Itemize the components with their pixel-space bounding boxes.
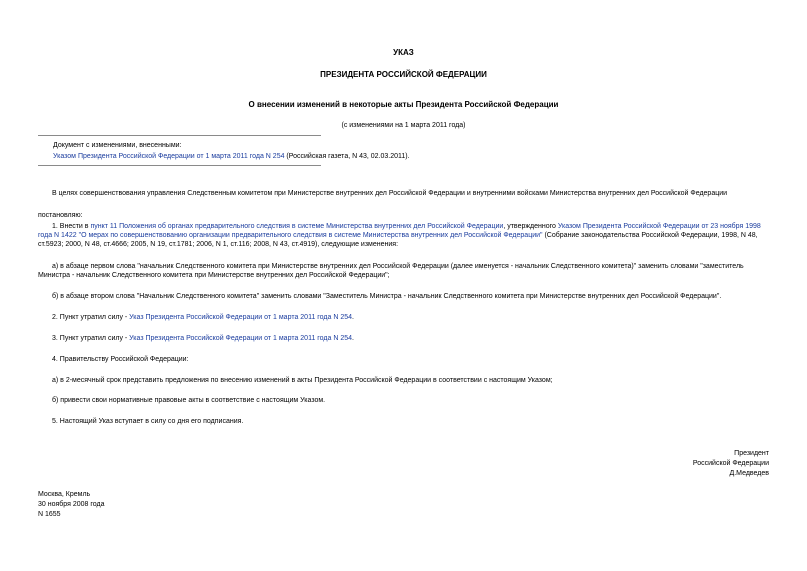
issuer-heading: ПРЕЗИДЕНТА РОССИЙСКОЙ ФЕДЕРАЦИИ — [320, 70, 487, 79]
paragraph-5: 5. Настоящий Указ вступает в силу со дня его подписания. — [52, 418, 244, 425]
paragraph-3-text: 3. Пункт утратил силу - — [52, 335, 130, 342]
paragraph-1 — [38, 222, 768, 249]
decree-word: постановляю: — [38, 212, 83, 219]
paragraph-3-link[interactable]: Указ Президента Российской Федерации от 1 марта 2011 года N 254 — [129, 335, 353, 342]
signing-place: Москва, Кремль — [38, 491, 91, 498]
subparagraph-b: б) в абзаце втором слова "Начальник Следственного комитета" заменить словами "Заместитель Министра - начальник Следственного комитета при Министерстве внутренних дел Российской Федерации". — [52, 293, 722, 300]
amending-decree-link[interactable]: Указом Президента Российской Федерации от 1 марта 2011 года N 254 — [53, 153, 285, 160]
preamble-paragraph: В целях совершенствования управления Следственным комитетом при Министерстве внутренних дел Российской Федерации и внутренними войсками Министерства внутренних дел Российской Федерации — [52, 190, 728, 197]
paragraph-1-text-a: 1. Внести в — [52, 223, 91, 230]
document-title: О внесении изменений в некоторые акты Президента Российской Федерации — [248, 100, 559, 109]
top-rule — [38, 135, 321, 136]
subparagraph-a: а) в абзаце первом слова "начальник Следственного комитета при Министерстве внутренних дел Российской Федерации (далее именуется - начальник Следственного комитета)" заменить словами "заместитель Министра - начальник Следственного комитета при Министерстве внутренних дел Российской Федерации"; — [38, 263, 744, 279]
amendment-note: (с изменениями на 1 марта 2011 года) — [341, 122, 466, 129]
paragraph-2-end: . — [352, 314, 354, 321]
signature-country: Российской Федерации — [692, 460, 769, 467]
paragraph-1-text-c: (Собрание законодательства Российской Федерации, 1998, N 48, ст.5923; 2000, N 48, ст.4666; 2005, N 19, ст.1781; 2006, N 1, ст.116; 2008, N 43, ст.4919), следующие изменения: — [38, 232, 758, 248]
regulation-item-11-link[interactable]: пункт 11 Положения об органах предварительного следствия в системе Министерства внутренних дел Российской Федерации — [90, 223, 504, 230]
paragraph-3 — [38, 334, 768, 343]
decree-1422-link[interactable]: Указом Президента Российской Федерации от 23 ноября 1998 года N 1422 "О мерах по совершенствованию организации предварительного следствия в системе Министерства внутренних дел Российской Федерации" — [38, 223, 761, 239]
signature-title: Президент — [734, 450, 769, 457]
paragraph-2 — [38, 313, 768, 322]
paragraph-3-end: . — [352, 335, 354, 342]
paragraph-4-b: б) привести свои нормативные правовые акты в соответствие с настоящим Указом. — [52, 397, 326, 404]
signing-date: 30 ноября 2008 года — [38, 501, 105, 508]
amending-decree-publication: (Российская газета, N 43, 02.03.2011). — [284, 153, 410, 160]
paragraph-2-text: 2. Пункт утратил силу - — [52, 314, 130, 321]
paragraph-1-text-b: , утвержденного — [503, 223, 558, 230]
paragraph-2-link[interactable]: Указ Президента Российской Федерации от 1 марта 2011 года N 254 — [129, 314, 353, 321]
paragraph-4: 4. Правительству Российской Федерации: — [52, 356, 189, 363]
document-number: N 1655 — [38, 511, 61, 518]
changes-box-source — [53, 152, 773, 161]
changes-box-caption: Документ с изменениями, внесенными: — [53, 142, 182, 149]
bottom-rule — [38, 165, 321, 166]
document-type-heading: УКАЗ — [393, 48, 414, 57]
signature-name: Д.Медведев — [729, 470, 769, 477]
paragraph-4-a: а) в 2-месячный срок представить предложения по внесению изменений в акты Президента Российской Федерации в соответствии с настоящим Указом; — [52, 377, 553, 384]
